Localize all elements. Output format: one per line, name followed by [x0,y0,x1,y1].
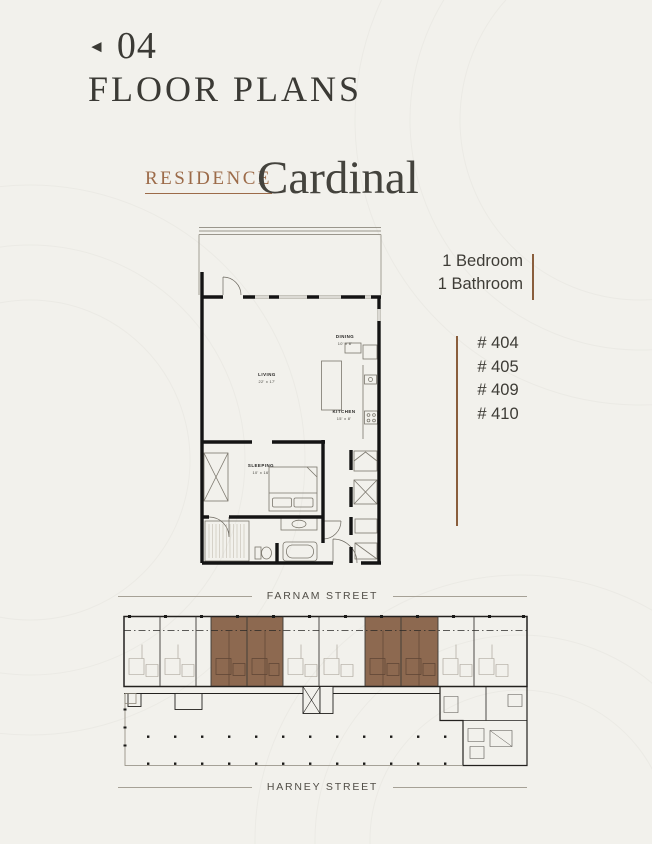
sleeping-closet [204,453,228,501]
back-arrow-icon[interactable]: ◄ [88,36,105,56]
room-dims-sleeping: 10' x 16' [252,470,270,475]
page-number: 04 [116,25,157,67]
unit-number: # 409 [477,381,519,399]
window-glazing [243,296,380,321]
vanity-sink [281,518,317,530]
kitchen-counter [345,343,377,439]
balcony-railing [199,228,381,296]
building-site-plan [118,608,528,774]
street-label-farnam: FARNAM STREET [118,590,527,602]
room-dims-kitchen: 15' x 8' [336,416,352,421]
street-rule-left [118,787,252,788]
residence-name: Cardinal [257,152,419,204]
entry-closets [354,451,377,559]
door-swing-arcs [209,277,357,563]
unit-number: # 410 [477,404,519,423]
parking-columns [124,709,447,765]
highlighted-unit-block [365,617,438,687]
room-label-living: LIVING [258,372,276,377]
bed-bath-divider [532,254,534,300]
room-label-kitchen: KITCHEN [332,409,356,414]
street-label-harney: HARNEY STREET [118,781,527,793]
unit-interiors [129,645,508,677]
kitchen-island [322,361,342,410]
unit-band [124,617,527,687]
street-rule-right [393,596,527,597]
page-title: FLOOR PLANS [88,69,363,109]
unit-number: # 404 [477,334,519,352]
unit-list-divider [456,336,458,526]
bed-icon [269,467,317,511]
bathtub-icon [283,542,317,561]
wardrobe [205,521,249,561]
unit-number-list [462,332,534,426]
unit-floor-plan [195,225,385,570]
stair-elevator-cores [128,687,333,714]
stove-icon [365,411,378,424]
residence-label: RESIDENCE [145,168,272,194]
right-room-cluster [440,687,527,766]
page-header [88,24,362,110]
toilet-icon [255,547,272,559]
bed-bath-details [400,250,523,296]
room-dims-dining: 10' x 8' [337,341,353,346]
bathroom-count: 1 Bathroom [437,275,523,293]
room-dims-living: 22' x 17' [258,379,276,384]
bedroom-count: 1 Bedroom [442,252,523,270]
unit-number: # 405 [477,357,519,376]
room-label-dining: DINING [335,334,355,339]
wardrobe-slats [209,524,244,558]
room-label-sleeping: SLEEPING [247,463,275,468]
street-rule-right [393,787,527,788]
street-rule-left [118,596,252,597]
